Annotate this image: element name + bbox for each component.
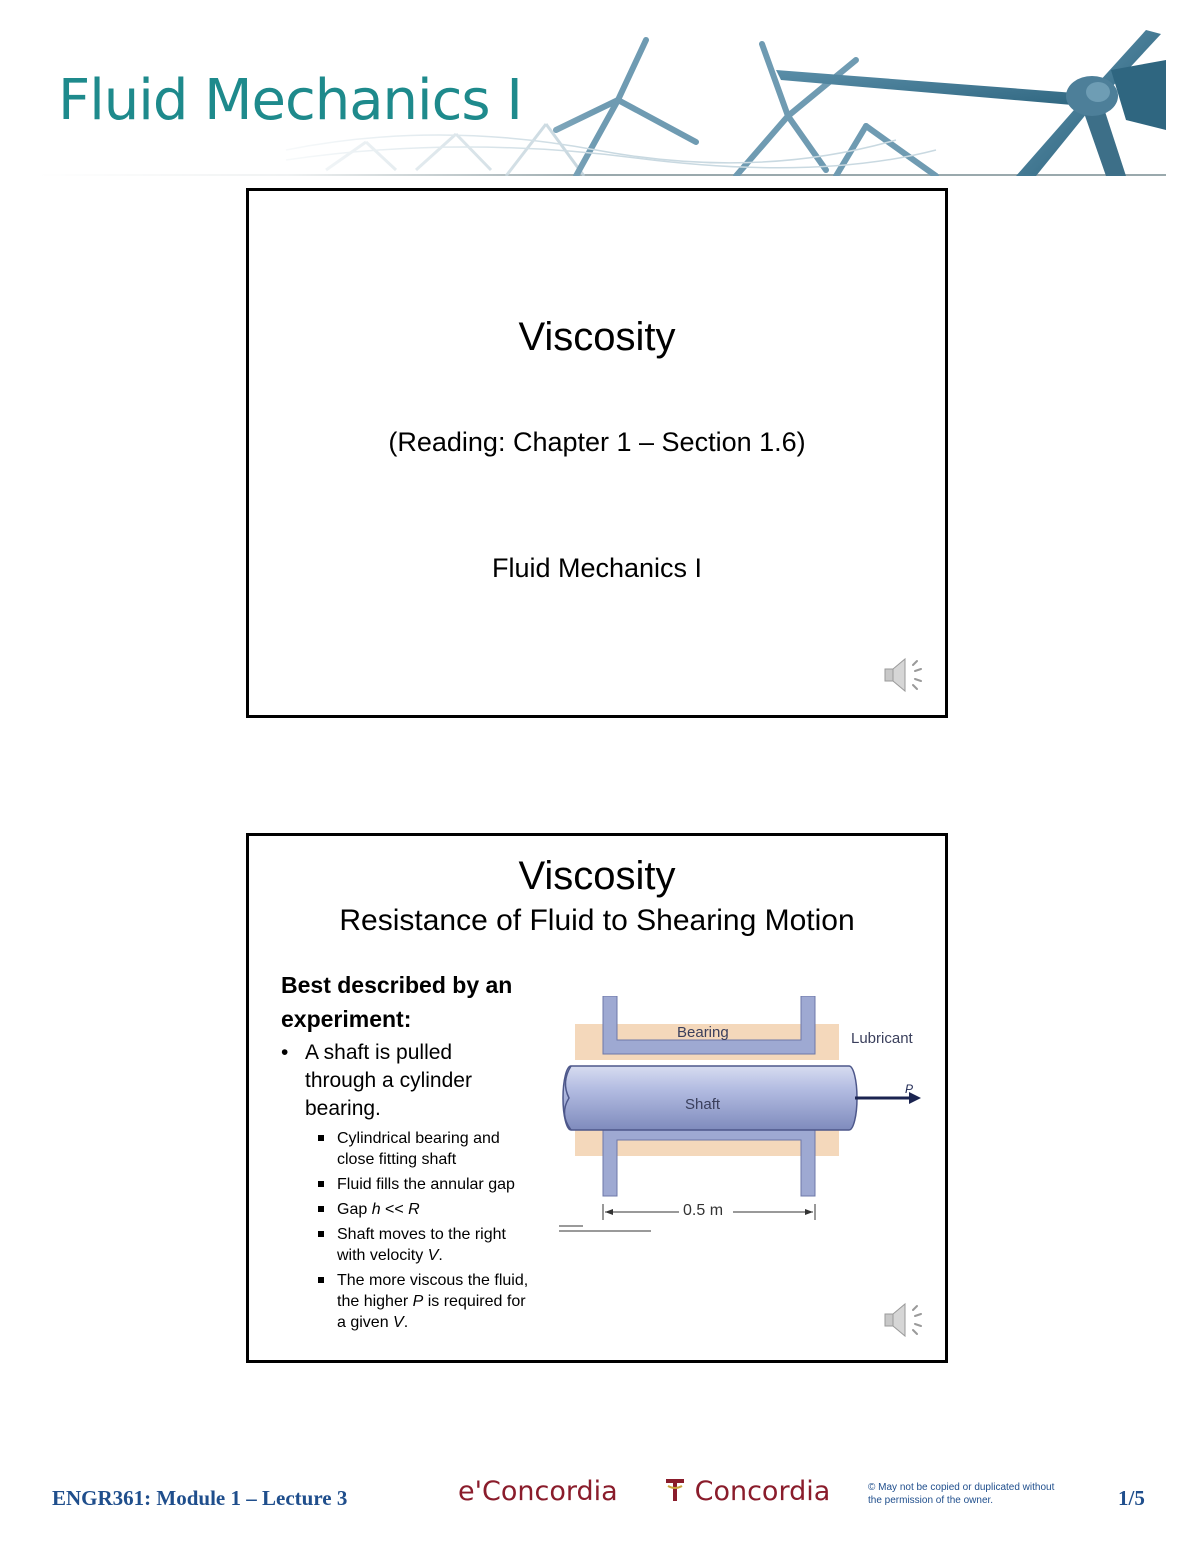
header-title: Fluid Mechanics I <box>58 68 522 133</box>
bearing-bottom <box>603 1126 815 1196</box>
sub-bullet: Shaft moves to the right with velocity V. <box>317 1224 537 1266</box>
footer-course-lecture: ENGR361: Module 1 – Lecture 3 <box>52 1486 348 1510</box>
sub-bullet-list <box>317 1128 537 1337</box>
speaker-icon[interactable] <box>883 655 929 695</box>
diagram-label-force: P <box>905 1082 914 1096</box>
copyright-notice: © May not be copied or duplicated without the permission of the owner. <box>868 1482 1055 1506</box>
slide-1-course: Fluid Mechanics I <box>491 553 703 583</box>
slide-2-lead-text: Best described by an experiment: <box>281 972 513 1032</box>
sub-bullet: Fluid fills the annular gap <box>317 1174 537 1195</box>
concordia-crest-icon <box>664 1477 686 1503</box>
bullet-dot: • <box>281 1041 289 1064</box>
sub-bullet: Cylindrical bearing and close fitting shaft <box>317 1128 537 1170</box>
slide-1-reading: (Reading: Chapter 1 – Section 1.6) <box>388 427 806 457</box>
slide-2-subtitle: Resistance of Fluid to Shearing Motion <box>339 904 855 937</box>
speaker-icon[interactable] <box>883 1300 929 1340</box>
econcordia-logo <box>458 1476 618 1507</box>
slide-2-title: Viscosity <box>518 854 676 898</box>
diagram-label-dimension: 0.5 m <box>683 1202 724 1219</box>
diagram-label-shaft: Shaft <box>685 1096 721 1113</box>
bullet-text: A shaft is pulled through a cylinder bearing. <box>305 1041 472 1120</box>
diagram-label-lubricant: Lubricant <box>851 1030 913 1047</box>
diagram-label-bearing: Bearing <box>677 1024 729 1041</box>
slide-2-bullet <box>281 1039 521 1123</box>
sub-bullet: The more viscous the fluid, the higher P is required for a given V. <box>317 1270 537 1333</box>
concordia-logo <box>664 1476 830 1507</box>
header-banner <box>36 30 1166 176</box>
econcordia-logo-text: e'Concordia <box>458 1476 618 1507</box>
page-number: 1/5 <box>1118 1486 1145 1510</box>
sub-bullet: Gap h << R <box>317 1199 537 1220</box>
slide-1 <box>246 188 948 718</box>
slide-2 <box>246 833 948 1363</box>
concordia-logo-text: Concordia <box>694 1476 831 1507</box>
slide-1-title: Viscosity <box>518 315 676 359</box>
